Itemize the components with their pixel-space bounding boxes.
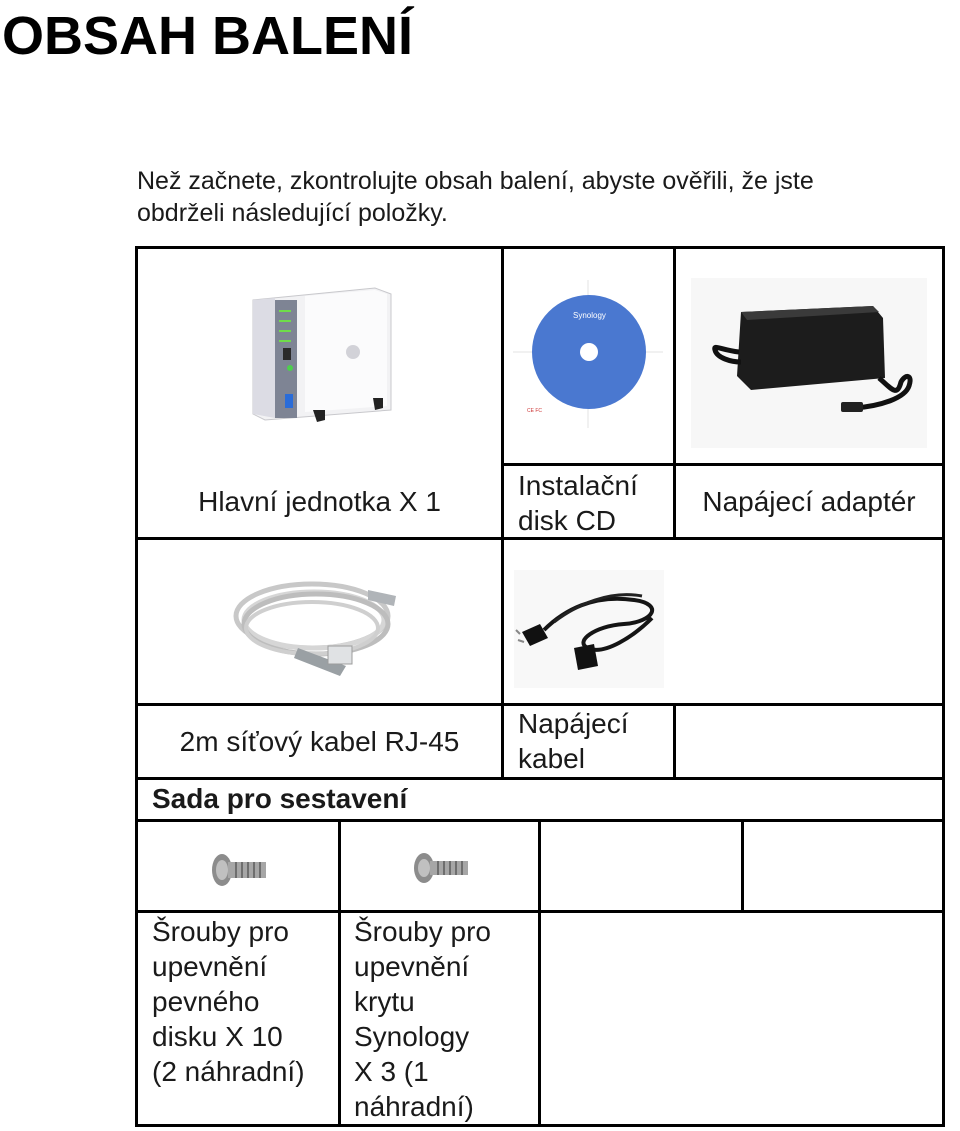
page-title: OBSAH BALENÍ bbox=[2, 6, 414, 66]
cover-screws-line: Synology bbox=[354, 1021, 470, 1052]
hdd-screws-line: (2 náhradní) bbox=[152, 1056, 305, 1087]
cd-label-line-2: disk CD bbox=[518, 505, 617, 536]
power-cable-image bbox=[514, 570, 664, 688]
col-divider bbox=[501, 246, 504, 780]
intro-line-2: obdrželi následující položky. bbox=[137, 199, 448, 227]
network-cable-label: 2m síťový kabel RJ-45 bbox=[179, 726, 460, 757]
nas-device-image bbox=[245, 282, 395, 424]
power-cable-label-line-2: kabel bbox=[518, 743, 585, 774]
hdd-screws-line: Šrouby pro bbox=[152, 916, 289, 947]
cd-brand-text: Synology bbox=[573, 311, 606, 320]
hdd-screws-cell bbox=[152, 914, 338, 1089]
cover-screws-line: X 3 (1 bbox=[354, 1056, 429, 1087]
table-border-left bbox=[135, 246, 138, 1127]
cover-screws-line: upevnění bbox=[354, 951, 470, 982]
hdd-screw-image bbox=[208, 848, 270, 890]
power-adapter-image bbox=[691, 278, 927, 448]
cd-label-line-1: Instalační bbox=[518, 470, 638, 501]
cd-cell bbox=[518, 468, 670, 538]
col-divider bbox=[673, 703, 676, 780]
hdd-screws-line: upevnění bbox=[152, 951, 268, 982]
row-divider bbox=[135, 777, 945, 780]
cover-screw-image bbox=[410, 848, 472, 888]
cover-screws-cell bbox=[354, 914, 538, 1124]
cover-screws-line: Šrouby pro bbox=[354, 916, 491, 947]
intro-text bbox=[137, 165, 960, 229]
col-divider bbox=[338, 819, 341, 1127]
network-cable-image bbox=[228, 570, 403, 680]
assembly-kit-heading: Sada pro sestavení bbox=[152, 783, 408, 814]
col-divider bbox=[538, 819, 541, 1127]
adapter-cell bbox=[676, 466, 942, 537]
hdd-screws-line: pevného bbox=[152, 986, 260, 1017]
cover-screws-line: náhradní) bbox=[354, 1091, 474, 1122]
cover-screws-line: krytu bbox=[354, 986, 415, 1017]
hdd-screws-line: disku X 10 bbox=[152, 1021, 283, 1052]
table-border-right bbox=[942, 246, 945, 1127]
intro-line-1: Než začnete, zkontrolujte obsah balení, abyste ověřili, že jste bbox=[137, 167, 814, 195]
table-border-top bbox=[135, 246, 945, 249]
col-divider bbox=[741, 819, 744, 913]
svg-text:CE FC: CE FC bbox=[527, 408, 542, 414]
network-cable-cell bbox=[138, 706, 501, 777]
main-unit-label: Hlavní jednotka X 1 bbox=[198, 486, 441, 517]
cd-disc-image bbox=[513, 280, 663, 428]
adapter-label: Napájecí adaptér bbox=[702, 486, 916, 517]
power-cable-cell bbox=[518, 706, 670, 776]
main-unit-cell bbox=[138, 466, 501, 537]
power-cable-label-line-1: Napájecí bbox=[518, 708, 629, 739]
